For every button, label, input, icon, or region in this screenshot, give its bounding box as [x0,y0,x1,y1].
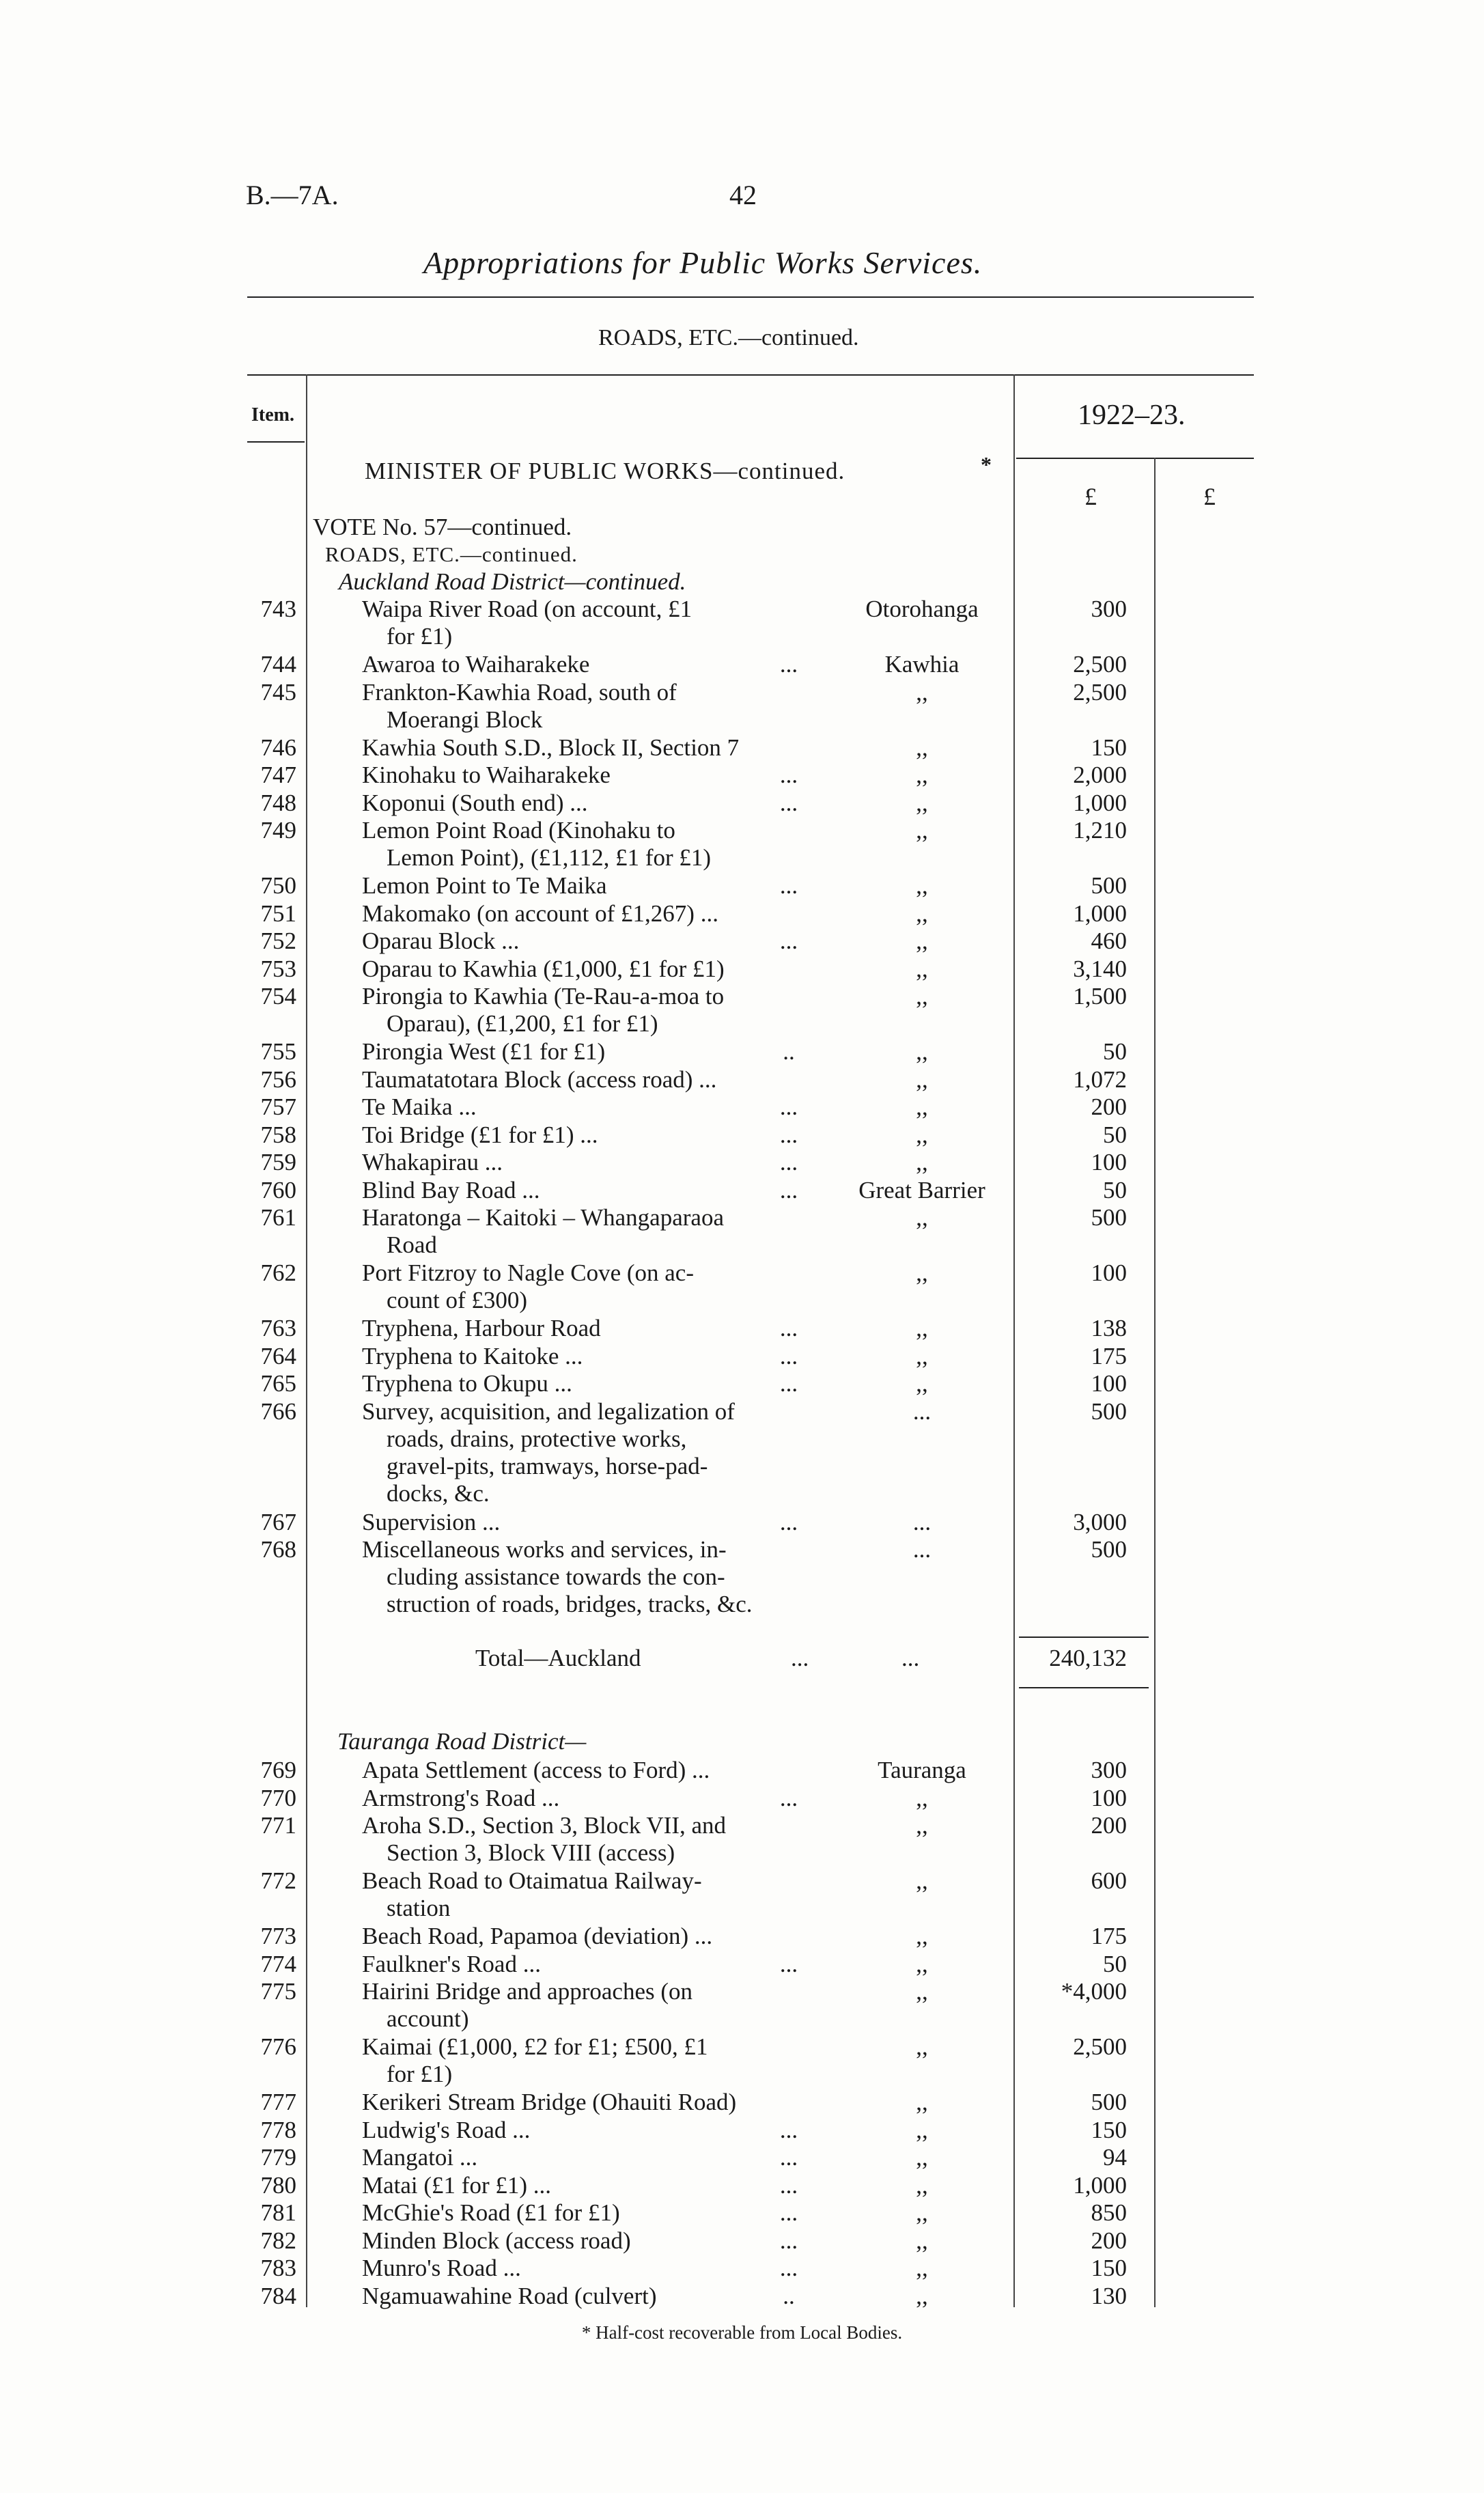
item-number: 773 [260,1923,296,1949]
leader-dots: ... [779,1950,798,1977]
item-description [362,1923,826,1950]
description-line: Armstrong's Road ... [362,1784,560,1811]
year-column-header: 1922–23. [1078,400,1186,431]
total-leader-dots: ... [791,1645,809,1671]
item-number: 780 [260,2171,296,2199]
item-description [362,1343,826,1370]
description-line: Koponui (South end) ... [362,789,588,816]
leader-dots: ... [779,1315,798,1341]
locality: ,, [916,2199,928,2226]
amount: 2,500 [1073,678,1127,706]
item-number: 779 [260,2144,296,2171]
item-description [362,1315,826,1342]
description-line: Aroha S.D., Section 3, Block VII, and [362,1812,727,1839]
item-number: 757 [260,1094,296,1120]
description-line: cluding assistance towards the con- [387,1563,725,1590]
leader-dots: ... [779,2116,798,2143]
amount: *4,000 [1061,1978,1127,2005]
item-description [362,2033,826,2088]
item-column-rule [306,374,307,2307]
locality: ,, [916,900,928,927]
leader-dots: ... [779,1176,798,1203]
item-description [362,1066,826,1094]
item-number: 778 [260,2116,296,2143]
amount: 460 [1091,928,1127,954]
amount: 300 [1091,596,1127,622]
description-line: Oparau to Kawhia (£1,000, £1 for £1) [362,955,725,982]
amount: 1,000 [1073,2171,1127,2199]
leader-dots: ... [779,1508,798,1535]
description-line: Tryphena, Harbour Road [362,1315,601,1341]
item-number: 775 [260,1978,296,2005]
leader-dots: ... [779,1149,798,1175]
table-top-rule [247,374,1254,376]
description-line: Road [387,1231,437,1258]
document-reference: B.—7A. [246,180,339,210]
description-line: McGhie's Road (£1 for £1) [362,2199,620,2226]
total-amount: 240,132 [1049,1645,1127,1671]
year-header-rule [1016,458,1254,459]
amount: 200 [1091,2227,1127,2254]
vote-heading: VOTE No. 57—continued. [313,514,572,540]
description-line: Frankton-Kawhia Road, south of [362,678,677,706]
amount: 2,000 [1073,762,1127,788]
locality: ,, [916,2144,928,2171]
description-line: Port Fitzroy to Nagle Cove (on ac- [362,1259,695,1286]
item-description [362,817,826,872]
description-line: Waipa River Road (on account, £1 [362,596,692,622]
item-number: 762 [260,1259,296,1286]
item-number: 744 [260,651,296,678]
amount: 94 [1103,2144,1127,2171]
locality: ,, [916,2227,928,2254]
item-number: 754 [260,983,296,1009]
description-line: Survey, acquisition, and legalization of [362,1397,735,1425]
amount: 3,000 [1073,1508,1127,1535]
locality: ,, [916,1784,928,1811]
total-top-rule [1019,1637,1149,1638]
amount: 1,000 [1073,900,1127,927]
item-number: 753 [260,955,296,982]
item-description [362,2117,826,2144]
leader-dots: ... [779,2171,798,2199]
amount: 600 [1091,1867,1127,1894]
description-line: station [387,1895,451,1921]
leader-dots: ... [779,789,798,816]
locality: ,, [916,1867,928,1894]
locality: ,, [916,678,928,706]
item-description [362,1978,826,2033]
leader-dots: ... [779,2144,798,2171]
description-line: Munro's Road ... [362,2255,521,2281]
item-description [362,1038,826,1066]
locality: ,, [916,762,928,788]
item-description [362,1204,826,1259]
item-description [362,1509,826,1536]
description-line: Supervision ... [362,1508,501,1535]
item-number: 761 [260,1204,296,1231]
locality: ,, [916,1121,928,1148]
locality: Otorohanga [865,596,979,622]
locality: ... [912,1397,932,1425]
locality: ,, [916,1038,928,1065]
description-line: Hairini Bridge and approaches (on [362,1978,693,2005]
item-number: 782 [260,2227,296,2254]
locality: ,, [916,1149,928,1175]
leader-dots: ... [779,651,798,678]
item-description [362,651,826,678]
item-description [362,1812,826,1867]
amount: 175 [1091,1923,1127,1949]
description-line: Lemon Point Road (Kinohaku to [362,817,675,844]
amount: 500 [1091,1536,1127,1563]
currency-symbol: £ [1084,483,1097,510]
item-number: 776 [260,2033,296,2060]
description-line: for £1) [387,623,453,650]
locality: ,, [916,2089,928,2115]
description-line: Blind Bay Road ... [362,1176,540,1203]
amount: 500 [1091,872,1127,899]
description-line: Kaimai (£1,000, £2 for £1; £500, £1 [362,2033,708,2060]
leader-dots: ... [779,1784,798,1811]
locality: ,, [916,1812,928,1839]
item-description [362,2172,826,2199]
amount: 100 [1091,1259,1127,1286]
item-number: 770 [260,1784,296,1811]
description-line: docks, &c. [387,1479,490,1507]
item-number: 784 [260,2282,296,2309]
item-description [362,1951,826,1978]
amount: 100 [1091,1149,1127,1175]
leader-dots: ... [779,2199,798,2226]
leader-dots: ... [779,1342,798,1369]
amount: 1,500 [1073,983,1127,1009]
item-number: 766 [260,1397,296,1425]
locality: ,, [916,872,928,899]
description-line: Minden Block (access road) [362,2227,631,2254]
leader-dots: ... [779,2227,798,2254]
item-description [362,1149,826,1176]
description-line: Kinohaku to Waiharakeke [362,762,611,788]
roads-subheading: ROADS, ETC.—continued. [325,542,578,566]
description-line: Te Maika ... [362,1094,477,1120]
item-description [362,2283,826,2310]
item-description [362,1785,826,1812]
item-number: 760 [260,1176,296,1203]
item-column-header: Item. [251,404,294,426]
description-line: Lemon Point), (£1,112, £1 for £1) [387,844,712,871]
item-description [362,872,826,900]
leader-dots: ... [779,1370,798,1397]
description-line: Oparau Block ... [362,928,520,954]
item-description [362,2144,826,2171]
amount: 2,500 [1073,651,1127,678]
amount: 175 [1091,1342,1127,1369]
leader-dots: ... [779,872,798,899]
locality: ,, [916,1094,928,1120]
item-description [362,928,826,955]
leader-dots: .. [783,2282,795,2309]
amount: 200 [1091,1094,1127,1120]
item-description [362,1122,826,1149]
description-line: for £1) [387,2061,453,2087]
description-line: Beach Road, Papamoa (deviation) ... [362,1923,713,1949]
amount: 850 [1091,2199,1127,2226]
description-line: Whakapirau ... [362,1149,503,1175]
title-rule [247,296,1254,298]
description-line: Faulkner's Road ... [362,1950,541,1977]
description-line: Oparau), (£1,200, £1 for £1) [387,1010,658,1037]
amount-column-rule-mid [1154,458,1156,2307]
amount: 150 [1091,2116,1127,2143]
locality: ,, [916,1066,928,1093]
leader-dots: .. [783,1038,795,1065]
total-label: Total—Auckland [475,1645,641,1671]
description-line: Makomako (on account of £1,267) ... [362,900,718,927]
amount-column-rule-left [1013,374,1015,2307]
item-number: 749 [260,817,296,844]
locality: ,, [916,1315,928,1341]
description-line: Mangatoi ... [362,2144,478,2171]
description-line: Kerikeri Stream Bridge (Ohauiti Road) [362,2089,737,2115]
locality: ,, [916,983,928,1009]
locality: ,, [916,1342,928,1369]
description-line: Tryphena to Okupu ... [362,1370,572,1397]
item-description [362,1370,826,1397]
item-number: 769 [260,1757,296,1783]
amount: 150 [1091,734,1127,761]
description-line: Kawhia South S.D., Block II, Section 7 [362,734,740,761]
minister-heading: MINISTER OF PUBLIC WORKS—continued. [365,458,845,484]
description-line: Beach Road to Otaimatua Railway- [362,1867,702,1894]
item-number: 745 [260,678,296,706]
footnote: * Half-cost recoverable from Local Bodies. [581,2322,903,2343]
item-description [362,900,826,928]
item-number: 747 [260,762,296,788]
description-line: Lemon Point to Te Maika [362,872,607,899]
item-description [362,2227,826,2255]
locality: ,, [916,2116,928,2143]
description-line: Ludwig's Road ... [362,2116,531,2143]
item-number: 750 [260,872,296,899]
item-number: 763 [260,1315,296,1341]
amount: 3,140 [1073,955,1127,982]
description-line: roads, drains, protective works, [387,1425,687,1452]
description-line: count of £300) [387,1287,528,1313]
leader-dots: ... [779,2255,798,2281]
locality: ,, [916,1259,928,1286]
locality: Kawhia [884,651,960,678]
amount: 50 [1103,1121,1127,1148]
description-line: Section 3, Block VIII (access) [387,1839,675,1866]
leader-dots: ... [779,1094,798,1120]
description-line: Ngamuawahine Road (culvert) [362,2282,657,2309]
amount: 2,500 [1073,2033,1127,2060]
description-line: Pirongia to Kawhia (Te-Rau-a-moa to [362,983,725,1009]
item-number: 783 [260,2255,296,2281]
item-description [362,1177,826,1204]
item-number: 755 [260,1038,296,1065]
locality: ,, [916,2282,928,2309]
locality: ,, [916,928,928,954]
description-line: Miscellaneous works and services, in- [362,1536,727,1563]
description-line: Apata Settlement (access to Ford) ... [362,1757,710,1783]
locality: ,, [916,2255,928,2281]
amount: 1,072 [1073,1066,1127,1093]
amount: 1,210 [1073,817,1127,844]
currency-symbol: £ [1203,483,1216,510]
leader-dots: ... [779,928,798,954]
tauranga-district-heading: Tauranga Road District— [337,1728,587,1755]
amount: 150 [1091,2255,1127,2281]
description-line: Pirongia West (£1 for £1) [362,1038,606,1065]
item-number: 781 [260,2199,296,2226]
amount: 50 [1103,1038,1127,1065]
amount: 138 [1091,1315,1127,1341]
amount: 500 [1091,1397,1127,1425]
description-line: Haratonga – Kaitoki – Whangaparaoa [362,1204,724,1231]
item-description [362,1757,826,1784]
item-number: 771 [260,1812,296,1839]
district-heading: Auckland Road District—continued. [339,568,686,595]
item-number: 752 [260,928,296,954]
item-description [362,1536,826,1618]
item-description [362,679,826,734]
item-description [362,2255,826,2282]
description-line: Tryphena to Kaitoke ... [362,1342,583,1369]
leader-dots: ... [779,1121,798,1148]
total-leader-dots: ... [901,1645,920,1671]
amount: 100 [1091,1370,1127,1397]
item-header-rule [247,441,305,443]
item-description [362,762,826,789]
page-title: Appropriations for Public Works Services. [423,245,983,280]
amount: 100 [1091,1784,1127,1811]
item-number: 764 [260,1342,296,1369]
item-number: 748 [260,789,296,816]
locality: ... [912,1508,932,1535]
locality: ,, [916,2033,928,2060]
description-line: Moerangi Block [387,706,543,733]
item-number: 777 [260,2089,296,2115]
locality: ,, [916,2171,928,2199]
description-line: Awaroa to Waiharakeke [362,651,590,678]
item-number: 758 [260,1121,296,1148]
amount: 500 [1091,1204,1127,1231]
page-number: 42 [729,180,757,210]
locality: ,, [916,1978,928,2005]
description-line: gravel-pits, tramways, horse-pad- [387,1452,708,1479]
amount: 130 [1091,2282,1127,2309]
locality: ... [912,1536,932,1563]
section-heading: ROADS, ETC.—continued. [598,325,859,350]
item-number: 768 [260,1536,296,1563]
amount: 300 [1091,1757,1127,1783]
locality: ,, [916,1923,928,1949]
item-number: 767 [260,1508,296,1535]
item-description [362,790,826,817]
item-number: 772 [260,1867,296,1894]
item-number: 743 [260,596,296,622]
item-description [362,734,826,762]
item-description [362,1094,826,1121]
locality: ,, [916,1950,928,1977]
item-number: 746 [260,734,296,761]
amount: 50 [1103,1176,1127,1203]
locality: ,, [916,1370,928,1397]
description-line: struction of roads, bridges, tracks, &c. [387,1591,753,1617]
locality: ,, [916,734,928,761]
item-description [362,983,826,1037]
locality: Great Barrier [858,1176,985,1203]
locality: ,, [916,789,928,816]
locality: ,, [916,817,928,844]
half-cost-asterisk: * [981,452,992,477]
item-number: 765 [260,1370,296,1397]
item-description [362,1398,826,1507]
item-description [362,596,826,650]
locality: ,, [916,1204,928,1231]
item-number: 751 [260,900,296,927]
locality: ,, [916,955,928,982]
leader-dots: ... [779,762,798,788]
item-description [362,2199,826,2227]
description-line: Taumatatotara Block (access road) ... [362,1066,717,1093]
item-number: 756 [260,1066,296,1093]
amount: 200 [1091,1812,1127,1839]
description-line: Matai (£1 for £1) ... [362,2171,552,2199]
item-number: 759 [260,1149,296,1175]
item-description [362,1259,826,1314]
locality: Tauranga [878,1757,966,1783]
description-line: account) [387,2005,469,2032]
item-description [362,2089,826,2116]
amount: 1,000 [1073,789,1127,816]
amount: 50 [1103,1950,1127,1977]
item-number: 774 [260,1950,296,1977]
amount: 500 [1091,2089,1127,2115]
item-description [362,1867,826,1922]
item-description [362,956,826,983]
description-line: Toi Bridge (£1 for £1) ... [362,1121,598,1148]
total-bottom-rule [1019,1687,1149,1688]
